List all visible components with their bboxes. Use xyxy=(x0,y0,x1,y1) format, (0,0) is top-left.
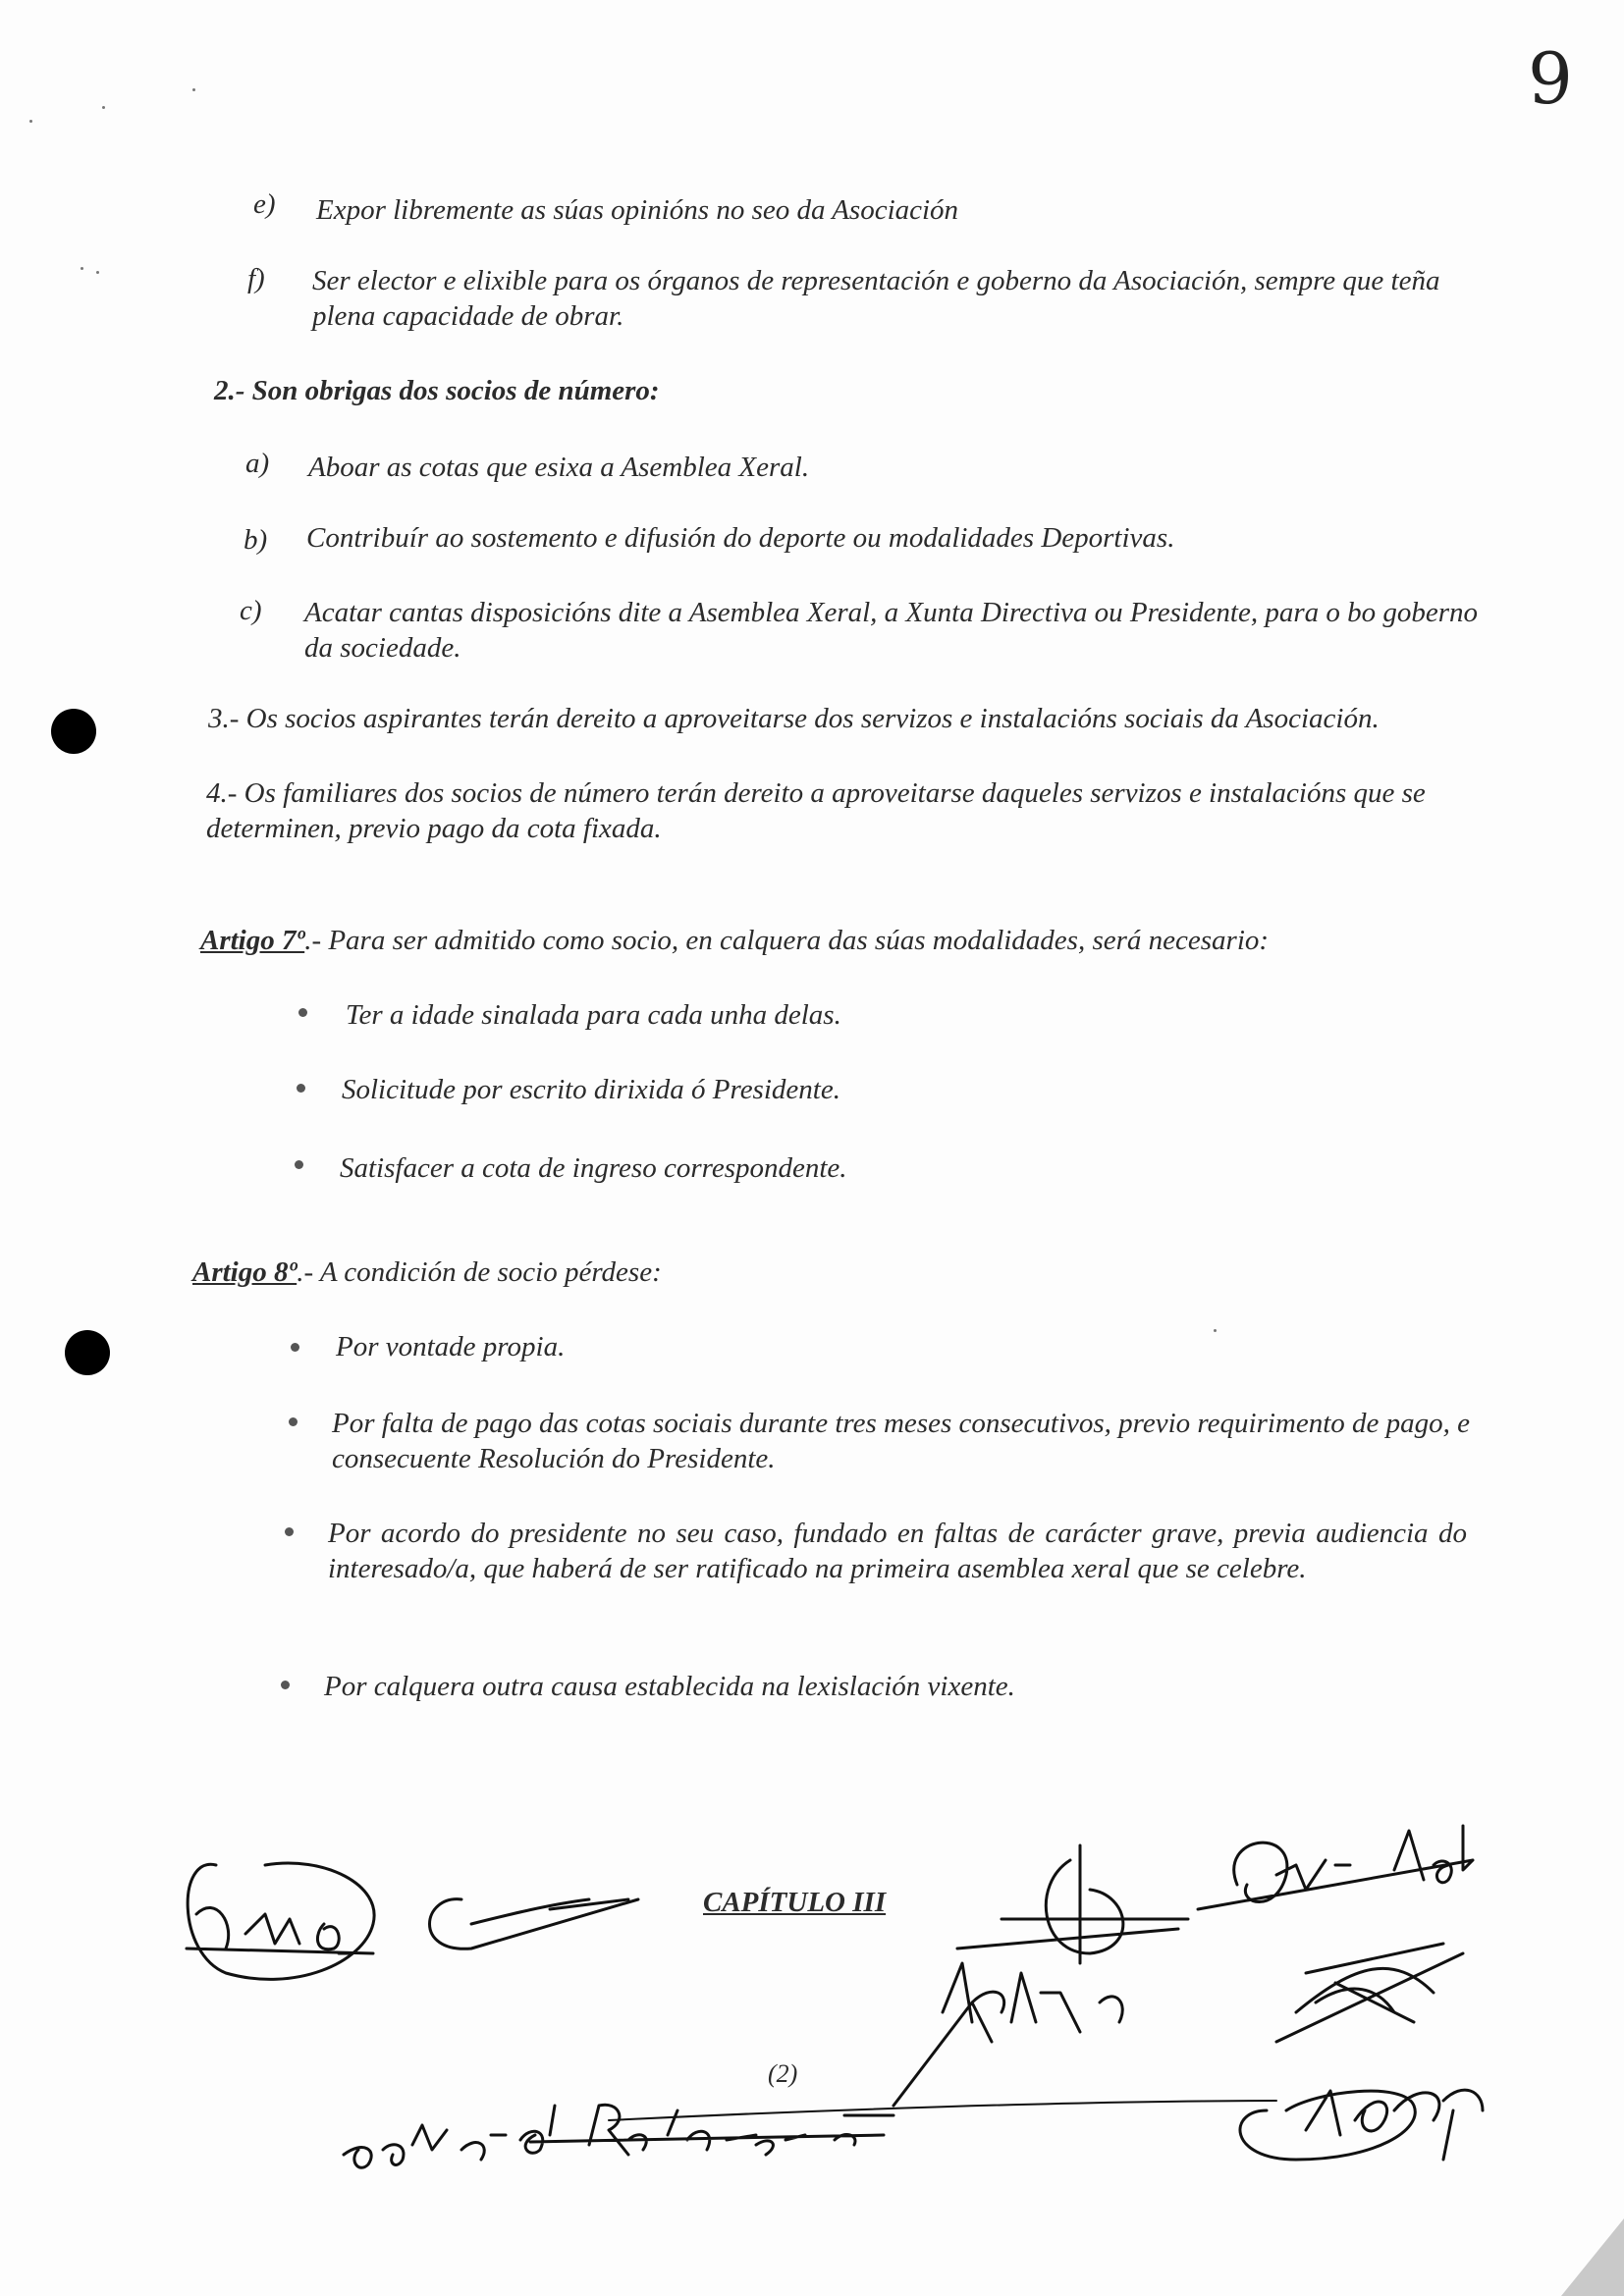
article-7-item: Satisfacer a cota de ingreso correspondente. xyxy=(340,1152,847,1184)
obligation-label-b: b) xyxy=(244,524,268,556)
item-label-f: f) xyxy=(247,263,265,294)
obligation-label-a: a) xyxy=(245,448,270,479)
paragraph-4-text: Os familiares dos socios de número terán dereito a aproveitarse daqueles servizos e instalacións que se determinen, previo pago da cota fixada. xyxy=(206,777,1426,844)
obligation-text-b: Contribuír ao sostemento e difusión do deporte ou modalidades Deportivas. xyxy=(306,522,1175,554)
article-8-intro: .- A condición de socio pérdese: xyxy=(297,1256,662,1288)
article-7-title: Artigo 7º xyxy=(200,925,305,956)
article-7-item: Solicitude por escrito dirixida ó Presidente. xyxy=(342,1074,840,1105)
item-text-f: Ser elector e elixible para os órganos de representación e goberno da Asociación, sempre que teña plena capacidade de obrar. xyxy=(312,265,1440,332)
paragraph-4-number: 4.- xyxy=(206,777,238,809)
paragraph-3-number: 3.- xyxy=(208,703,240,734)
article-8-item: Por calquera outra causa establecida na lexislación vixente. xyxy=(324,1671,1015,1702)
item-label-e: e) xyxy=(253,188,276,220)
obligations-heading: 2.- Son obrigas dos socios de número: xyxy=(214,375,660,406)
item-text-e: Expor libremente as súas opinións no seo da Asociación xyxy=(316,194,959,226)
obligation-label-c: c) xyxy=(240,595,262,626)
article-7-intro: .- Para ser admitido como socio, en calquera das súas modalidades, será necesario: xyxy=(304,925,1270,956)
article-7-item: Ter a idade sinalada para cada unha delas. xyxy=(346,999,841,1031)
chapter-heading: CAPÍTULO III xyxy=(703,1887,887,1918)
article-8-title: Artigo 8º xyxy=(192,1256,298,1288)
article-8-item: Por vontade propia. xyxy=(336,1331,566,1362)
footer-page-number: (2) xyxy=(768,2059,798,2088)
obligation-text-c: Acatar cantas disposicións dite a Asemblea Xeral, a Xunta Directiva ou Presidente, para o bo goberno da sociedade. xyxy=(304,597,1479,664)
obligation-text-a: Aboar as cotas que esixa a Asemblea Xeral. xyxy=(308,452,810,483)
article-8-item: Por falta de pago das cotas sociais durante tres meses consecutivos, previo requirimento de pago, e consecuente Resolución do Presidente. xyxy=(332,1408,1471,1474)
page-number: 9 xyxy=(1528,37,1573,120)
paragraph-3-text: Os socios aspirantes terán dereito a aproveitarse dos servizos e instalacións sociais da Asociación. xyxy=(245,703,1380,734)
article-8-item: Por acordo do presidente no seu caso, fundado en faltas de carácter grave, previa audiencia do interesado/a, que haberá de ser ratificado na primeira asemblea xeral que se celebre. xyxy=(328,1518,1467,1584)
